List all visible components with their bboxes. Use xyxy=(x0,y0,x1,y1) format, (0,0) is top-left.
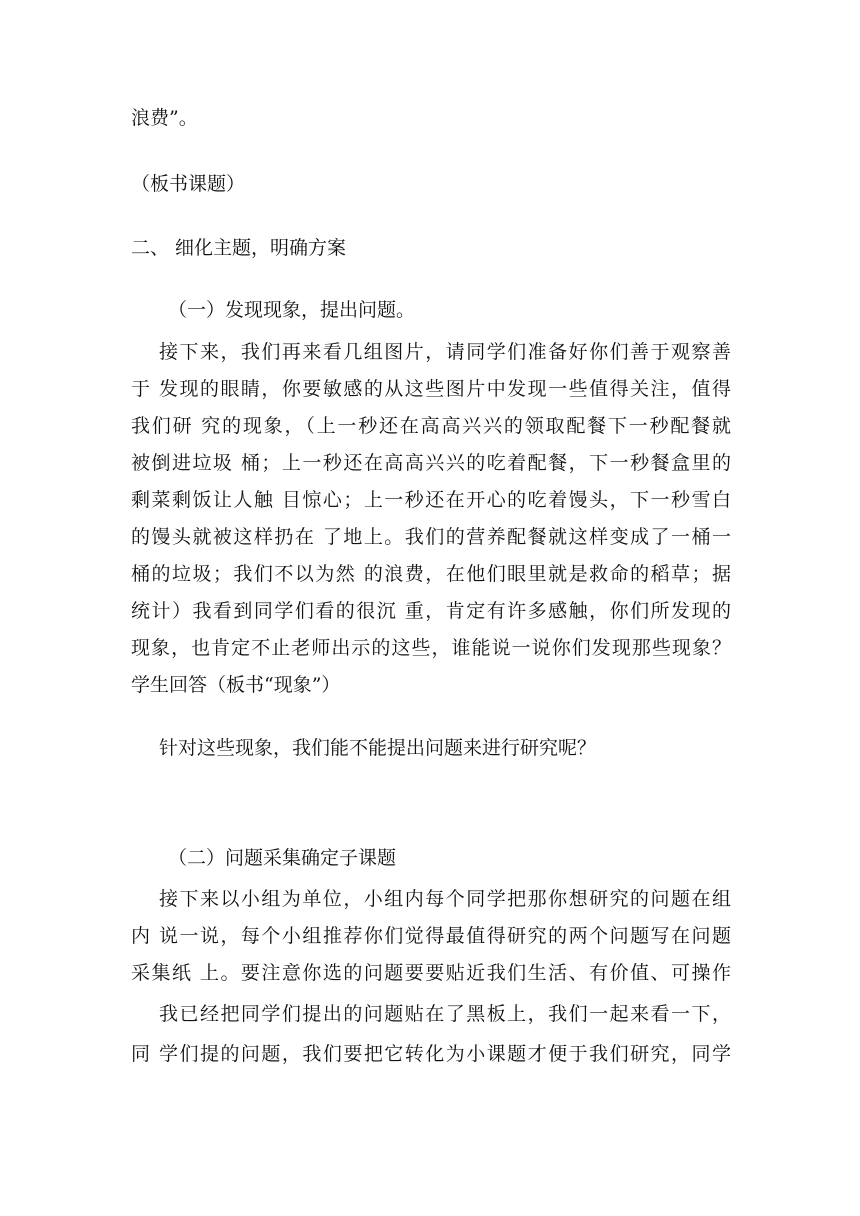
paragraph-line: 现象，也肯定不止老师出示的这些，谁能说一说你们发现那些现象？ xyxy=(131,637,731,659)
paragraph-line: 统计）我看到同学们看的很沉 重，肯定有许多感触，你们所发现的 xyxy=(131,600,731,622)
paragraph-line: 剩菜剩饭让人触 目惊心；上一秒还在开心的吃着馒头，下一秒雪白 xyxy=(131,489,731,511)
paragraph-line: 的馒头就被这样扔在 了地上。我们的营养配餐就这样变成了一桶一 xyxy=(131,526,731,548)
paragraph-line: 被倒进垃圾 桶；上一秒还在高高兴兴的吃着配餐，下一秒餐盒里的 xyxy=(131,452,731,474)
paragraph-line: 于 发现的眼睛，你要敏感的从这些图片中发现一些值得关注，值得 xyxy=(131,378,731,400)
paragraph-line: 接下来以小组为单位，小组内每个同学把那你想研究的问题在组 xyxy=(159,888,731,910)
paragraph-line: 采集纸 上。要注意你选的问题要要贴近我们生活、有价值、可操作 xyxy=(131,962,731,984)
paragraph-line: 内 说一说，每个小组推荐你们觉得最值得研究的两个问题写在问题 xyxy=(131,925,731,947)
paragraph-line: 同 学们提的问题，我们要把它转化为小课题才便于我们研究，同学 xyxy=(131,1043,731,1065)
section-heading: 二、 细化主题，明确方案 xyxy=(131,237,347,259)
paragraph-line: 我已经把同学们提出的问题贴在了黑板上，我们一起来看一下， xyxy=(159,1003,731,1025)
paragraph-line: 桶的垃圾；我们不以为然 的浪费，在他们眼里就是救命的稻草；据 xyxy=(131,563,731,585)
paragraph-line: 我们研 究的现象，（上一秒还在高高兴兴的领取配餐下一秒配餐就 xyxy=(131,415,731,437)
board-note: （板书课题） xyxy=(131,173,246,195)
question-line: 针对这些现象，我们能不能提出问题来进行研究呢？ xyxy=(159,737,597,759)
paragraph-line: 接下来，我们再来看几组图片，请同学们准备好你们善于观察善 xyxy=(159,341,731,363)
paragraph-continuation: 浪费”。 xyxy=(131,107,198,129)
subsection-heading: （一）发现现象，提出问题。 xyxy=(168,299,416,321)
paragraph-line: 学生回答（板书“现象”） xyxy=(131,674,341,696)
subsection-heading: （二）问题采集确定子课题 xyxy=(168,847,397,869)
